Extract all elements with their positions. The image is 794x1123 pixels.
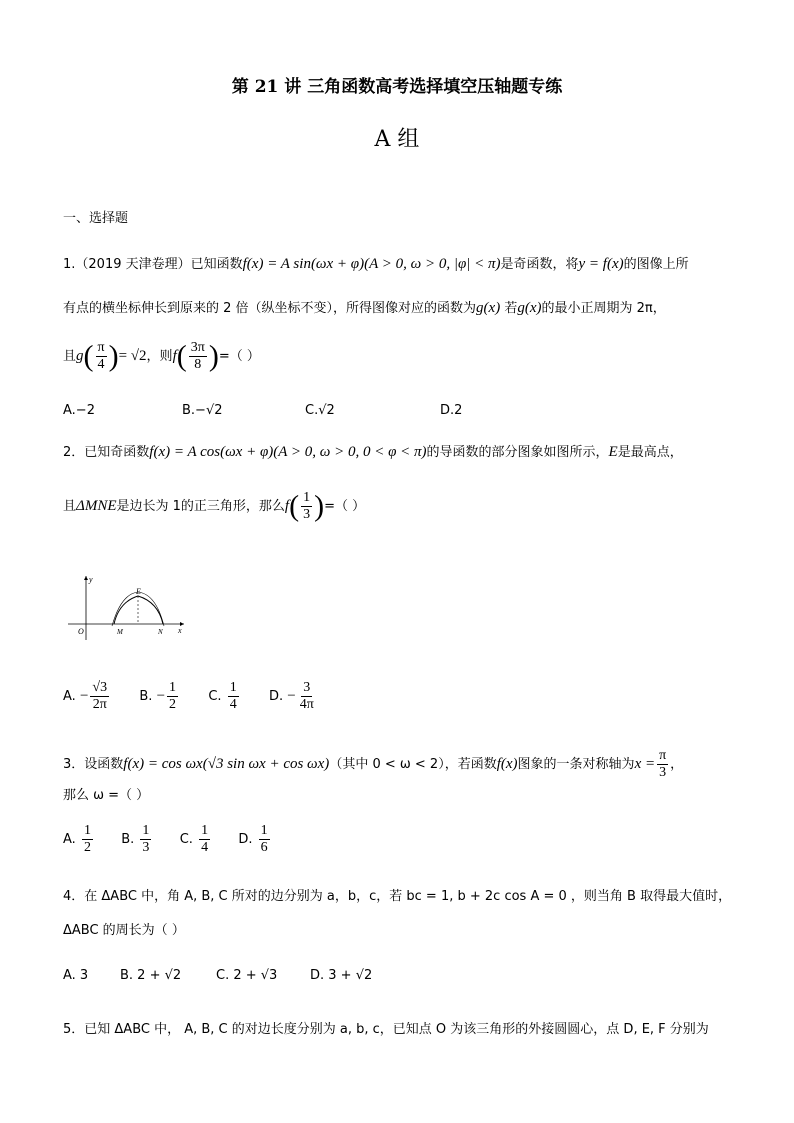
q2-graph [66, 572, 191, 642]
q1-option-b: B.−√2 [182, 403, 223, 418]
q3-function: f(x) = cos ωx(√3 sin ωx + cos ωx) [123, 756, 330, 773]
q1-function: f(x) = A sin(ωx + φ)(A > 0, ω > 0, |φ| < π) [242, 256, 501, 272]
page-title: 第 21 讲 三角函数高考选择填空压轴题专练 [231, 77, 563, 97]
q4-option-b: B. 2 + √2 [120, 968, 182, 983]
q1-option-d: D.2 [440, 403, 463, 418]
q4-line-2: ΔABC 的周长为（ ） [63, 923, 185, 938]
q2-options: A. − $\frac{√3}{2\pi}$ B. − $\frac{1}{2}$ C. $\frac{1}{4}$ D. − $\frac{3}{4\pi}$ [63, 680, 314, 713]
svg-text:O: O [78, 627, 84, 636]
svg-text:E: E [136, 587, 141, 596]
q4-line-1: 4．在 ΔABC 中，角 A, B, C 所对的边分别为 a，b，c，若 bc = 1, b + 2c cos A = 0 ，则当角 B 取得最大值时， [63, 889, 732, 904]
q4-option-d: D. 3 + √2 [310, 968, 373, 983]
q1-line-1: 1.（2019 天津卷理）已知函数f(x) = A sin(ωx + φ)(A > 0, ω > 0, |φ| < π)是奇函数，将y = f(x)的图像上所 [63, 256, 689, 272]
curve [114, 596, 163, 624]
svg-text:y: y [89, 575, 93, 584]
q3-line-1: 3．设函数f(x) = cos ωx(√3 sin ωx + cos ωx)（其中 0 < ω < 2），若函数f(x)图象的一条对称轴为x = $\frac{\pi}{3}$ ， [63, 748, 684, 781]
svg-text:N: N [158, 628, 163, 636]
q1-line-2: 有点的横坐标伸长到原来的 2 倍（纵坐标不变），所得图像对应的函数为g(x) 若g(x)的最小正周期为 2π， [63, 300, 666, 316]
q1-line-3: 且g( $\frac{\pi}{4}$ )= √2，则f( $\frac{3\pi}{8}$ )=（ ） [63, 339, 260, 373]
q1-option-a: A.−2 [63, 403, 95, 418]
q2-line-2: 且ΔMNE是边长为 1的正三角形，那么f( $\frac{1}{3}$ )=（ ） [63, 489, 366, 523]
q5-line-1: 5．已知 ΔABC 中， A, B, C 的对边长度分别为 a, b, c，已知点 O 为该三角形的外接圆圆心，点 D, E, F 分别为 [63, 1022, 709, 1037]
q4-option-c: C. 2 + √3 [216, 968, 278, 983]
q1-option-c: C.√2 [305, 403, 335, 418]
svg-text:x: x [178, 626, 182, 635]
group-subtitle: A 组 [374, 127, 420, 152]
q4-option-a: A. 3 [63, 968, 89, 983]
svg-text:M: M [117, 628, 123, 636]
q2-function: f(x) = A cos(ωx + φ)(A > 0, ω > 0, 0 < φ < π) [149, 444, 427, 460]
section-heading: 一、选择题 [63, 211, 129, 226]
q2-line-1: 2．已知奇函数f(x) = A cos(ωx + φ)(A > 0, ω > 0, 0 < φ < π)的导函数的部分图象如图所示，E是最高点， [63, 444, 683, 460]
q3-line-2: 那么 ω =（ ） [63, 788, 150, 803]
q3-options: A. $\frac{1}{2}$ B. $\frac{1}{3}$ C. $\frac{1}{4}$ D. $\frac{1}{6}$ [63, 823, 268, 856]
